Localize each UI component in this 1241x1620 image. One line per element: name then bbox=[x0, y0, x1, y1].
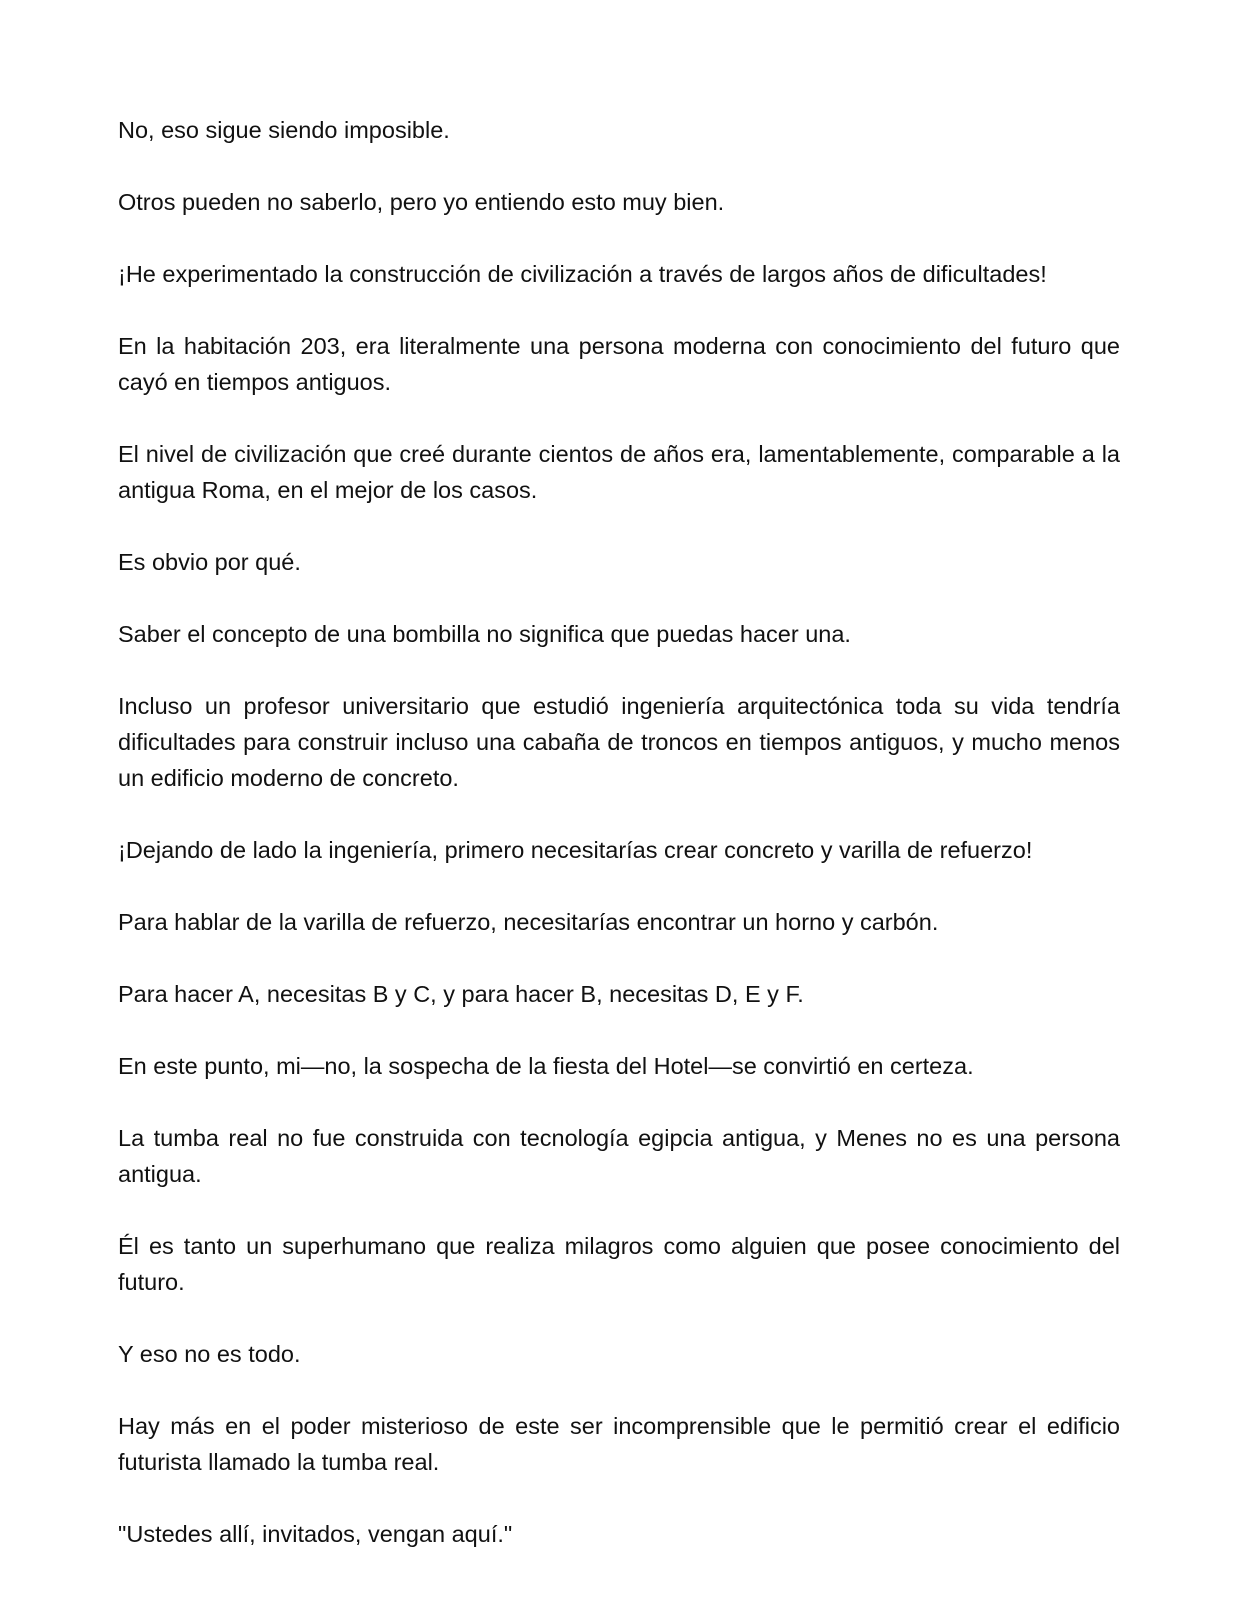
paragraph: ¡He experimentado la construcción de civilización a través de largos años de dificultades! bbox=[118, 261, 1047, 287]
paragraph: Para hablar de la varilla de refuerzo, necesitarías encontrar un horno y carbón. bbox=[118, 909, 939, 935]
paragraph: ¡Dejando de lado la ingeniería, primero necesitarías crear concreto y varilla de refuerzo! bbox=[118, 837, 1033, 863]
paragraph: Hay más en el poder misterioso de este ser incomprensible que le permitió crear el edificio futurista llamado la tumba real. bbox=[118, 1413, 1120, 1475]
paragraph: Para hacer A, necesitas B y C, y para hacer B, necesitas D, E y F. bbox=[118, 981, 804, 1007]
paragraph: La tumba real no fue construida con tecnología egipcia antigua, y Menes no es una persona antigua. bbox=[118, 1125, 1120, 1187]
paragraph: En la habitación 203, era literalmente una persona moderna con conocimiento del futuro que cayó en tiempos antiguos. bbox=[118, 333, 1120, 395]
paragraph: Saber el concepto de una bombilla no significa que puedas hacer una. bbox=[118, 621, 851, 647]
paragraph: No, eso sigue siendo imposible. bbox=[118, 117, 450, 143]
paragraph: Y eso no es todo. bbox=[118, 1341, 301, 1367]
paragraph: Otros pueden no saberlo, pero yo entiendo esto muy bien. bbox=[118, 189, 725, 215]
paragraph: "Ustedes allí, invitados, vengan aquí." bbox=[118, 1521, 513, 1547]
paragraph: Él es tanto un superhumano que realiza milagros como alguien que posee conocimiento del futuro. bbox=[118, 1233, 1120, 1295]
paragraph: En este punto, mi—no, la sospecha de la fiesta del Hotel—se convirtió en certeza. bbox=[118, 1053, 974, 1079]
document-page bbox=[118, 112, 1120, 1552]
paragraph: Es obvio por qué. bbox=[118, 549, 301, 575]
paragraph: Incluso un profesor universitario que estudió ingeniería arquitectónica toda su vida tendría dificultades para construir incluso una cabaña de troncos en tiempos antiguos, y mucho menos un edificio moderno de concreto. bbox=[118, 693, 1120, 791]
paragraph: El nivel de civilización que creé durante cientos de años era, lamentablemente, comparable a la antigua Roma, en el mejor de los casos. bbox=[118, 441, 1120, 503]
